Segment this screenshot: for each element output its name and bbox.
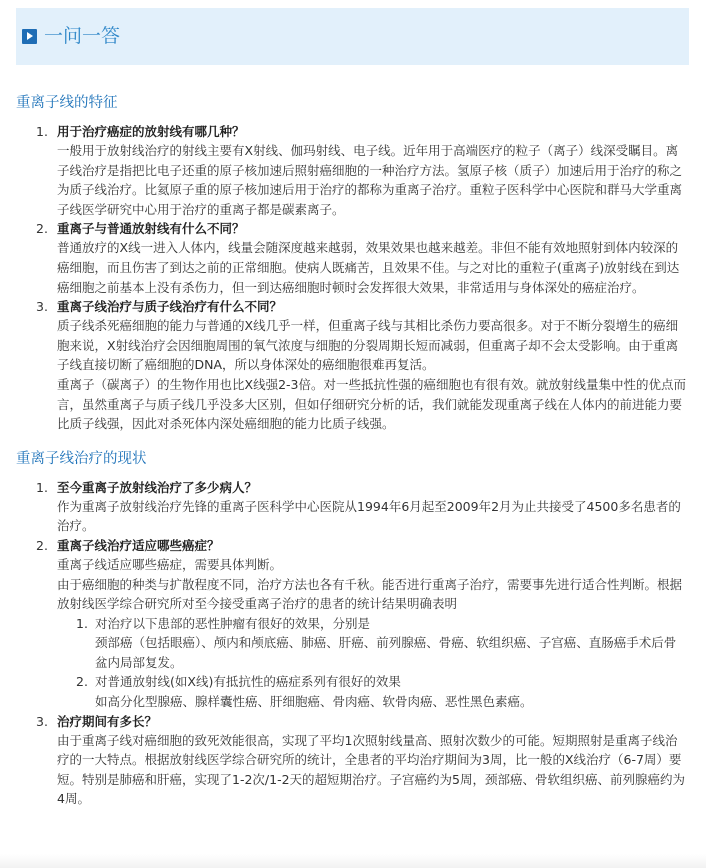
sub-item-heading: 对治疗以下患部的恶性肿瘤有很好的效果，分别是 [95,615,371,631]
answer [57,141,687,219]
qa-content [0,92,706,809]
question-heading: 重离子与普通放射线有什么不同？ [57,221,245,237]
question-list [0,122,706,434]
question-item [0,712,706,809]
question-number: 2. [36,537,48,553]
qa-banner [16,8,689,65]
answer [57,316,687,434]
question-heading: 重离子线治疗与质子线治疗有什么不同？ [57,299,283,315]
answer-paragraph: 重离子（碳离子）的生物作用也比X线强2-3倍。对一些抵抗性强的癌细胞也有很有效。就放射线量集中性的优点而言，虽然重离子与质子线几乎没多大区别，但如仔细研究分析的话，我们就能发现重离子线在人体内的前进能力要比质子线强，因此对杀死体内深处癌细胞的能力比质子线强。 [57,376,686,432]
sub-item-text: 如高分化型腺癌、腺样囊性癌、肝细胞癌、骨肉癌、软骨肉癌、恶性黑色素癌。 [95,694,533,710]
banner-title: 一问一答 [44,25,121,47]
question-number: 1. [36,479,48,495]
question-heading: 重离子线治疗适应哪些癌症？ [57,537,220,553]
sub-list [57,614,687,712]
section-title: 重离子线治疗的现状 [16,450,147,467]
answer [57,555,687,712]
sub-item [57,672,687,711]
question-item [0,219,706,297]
answer [57,497,687,536]
answer [57,238,687,297]
answer-paragraph: 一般用于放射线治疗的射线主要有X射线、伽玛射线、电子线。近年用于高端医疗的粒子（离子）线深受瞩目。离子线治疗是指把比电子还重的原子核加速后照射癌细胞的一种治疗方法。氢原子核（质子）加速后用于治疗的称之为质子线治疗。比氦原子重的原子核加速后用于治疗的都称为重离子治疗。重粒子医科学中心医院和群马大学重离子线医学研究中心用于治疗的重离子都是碳素离子。 [57,143,683,217]
question-item [0,297,706,434]
question-item [0,536,706,712]
sub-item-heading: 对普通放射线(如X线)有抵抗性的癌症系列有很好的效果 [95,674,401,690]
question-list [0,478,706,809]
sub-item-number: 2. [76,674,88,690]
sub-item-number: 1. [76,615,88,631]
sub-item-text: 颈部癌（包括眼癌）、颅内和颅底癌、肺癌、肝癌、前列腺癌、骨癌、软组织癌、子宫癌、直肠癌手术后骨盆内局部复发。 [95,635,677,670]
question-item [0,122,706,219]
answer [57,731,687,809]
bottom-fade [0,854,706,868]
question-number: 3. [36,713,48,729]
answer-paragraph: 普通放疗的X线一进入人体内，线量会随深度越来越弱，效果效果也越来越差。非但不能有效地照射到体内较深的癌细胞，而且伤害了到达之前的正常细胞。使病人既痛苦，且效果不佳。与之对比的重粒子(重离子)放射线在到达癌细胞之前基本上没有杀伤力，但一到达癌细胞时顿时会发挥很大效果，非常适用与身体深处的癌症治疗。 [57,240,680,295]
answer-paragraph: 由于癌细胞的种类与扩散程度不同，治疗方法也各有千秋。能否进行重离子治疗，需要事先进行适合性判断。根据放射线医学综合研究所对至今接受重离子治疗的患者的统计结果明确表明 [57,576,683,612]
answer-paragraph: 重离子线适应哪些癌症，需要具体判断。 [57,556,283,572]
answer-paragraph: 质子线杀死癌细胞的能力与普通的X线几乎一样，但重离子线与其相比杀伤力要高很多。对于不断分裂增生的癌细胞来说，X射线治疗会因细胞周围的氧气浓度与细胞的分裂周期长短而减弱，但重离子却不会太受影响。由于重离子线直接切断了癌细胞的DNA，所以身体深处的癌细胞很难再复活。 [57,318,679,373]
question-heading: 至今重离子放射线治疗了多少病人？ [57,479,258,495]
question-number: 1. [36,124,48,139]
question-heading: 用于治疗癌症的放射线有哪几种？ [57,124,245,139]
question-item [0,478,706,536]
question-number: 2. [36,221,48,237]
answer-paragraph: 由于重离子线对癌细胞的致死效能很高，实现了平均1次照射线量高、照射次数少的可能。短期照射是重离子线治疗的一大特点。根据放射线医学综合研究所的统计，全患者的平均治疗期间为3周，比一般的X线治疗（6-7周）要短。特别是肺癌和肝癌，实现了1-2次/1-2天的超短期治疗。子宫癌约为5周，颈部癌、骨软组织癌、前列腺癌约为4周。 [57,732,685,807]
section-title: 重离子线的特征 [16,95,118,111]
play-arrow-icon [22,29,37,44]
question-heading: 治疗期间有多长？ [57,713,158,729]
sub-item [57,614,687,673]
question-number: 3. [36,299,48,315]
answer-paragraph: 作为重离子放射线治疗先锋的重离子医科学中心医院从1994年6月起至2009年2月为止共接受了4500多名患者的治疗。 [57,498,681,534]
